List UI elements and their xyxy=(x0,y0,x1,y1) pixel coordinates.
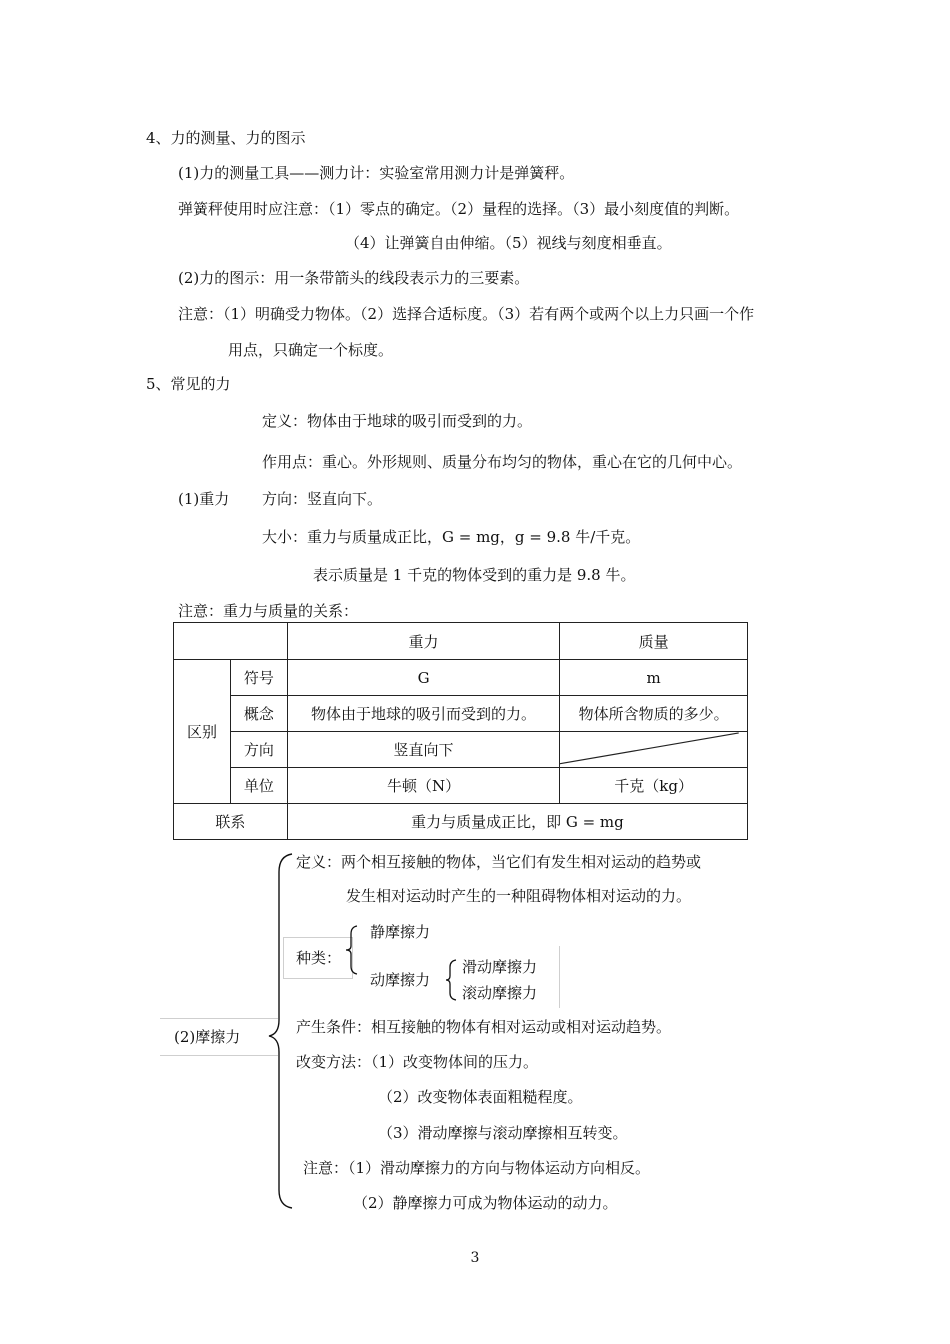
diagonal-line xyxy=(560,732,747,767)
friction-definition: 定义：两个相互接触的物体，当它们有发生相对运动的趋势或 xyxy=(296,853,702,871)
friction-change-1: 改变方法：（1）改变物体间的压力。 xyxy=(296,1053,539,1071)
gravity-mass-note: 注意：重力与质量的关系： xyxy=(178,602,359,620)
friction-note-1: 注意：（1）滑动摩擦力的方向与物体运动方向相反。 xyxy=(303,1159,651,1177)
table-row xyxy=(174,732,748,768)
cell-gravity: G xyxy=(287,660,559,696)
friction-note-2: （2）静摩擦力可成为物体运动的动力。 xyxy=(353,1194,618,1212)
friction-label: (2)摩擦力 xyxy=(174,1028,241,1046)
cell-mass: 物体所含物质的多少。 xyxy=(560,696,748,732)
friction-definition-2: 发生相对运动时产生的一种阻碍物体相对运动的力。 xyxy=(346,887,692,905)
table-row xyxy=(174,660,748,696)
gravity-definition: 定义：物体由于地球的吸引而受到的力。 xyxy=(262,412,533,430)
header-mass: 质量 xyxy=(560,623,748,660)
table-row xyxy=(174,804,748,840)
table-row xyxy=(174,768,748,804)
static-friction: 静摩擦力 xyxy=(370,923,431,941)
friction-change-2: （2）改变物体表面粗糙程度。 xyxy=(378,1088,583,1106)
gravity-point: 作用点：重心。外形规则、质量分布均匀的物体，重心在它的几何中心。 xyxy=(262,453,743,471)
kinds-label: 种类： xyxy=(296,949,342,967)
kinds-brace xyxy=(344,924,360,976)
row-label: 方向 xyxy=(230,732,287,768)
force-diagram-note-2: 用点，只确定一个标度。 xyxy=(228,341,394,359)
table-corner xyxy=(174,623,288,660)
header-gravity: 重力 xyxy=(287,623,559,660)
relation-label: 联系 xyxy=(174,804,288,840)
difference-label: 区别 xyxy=(174,660,231,804)
section-4-title: 4、力的测量、力的图示 xyxy=(146,129,306,147)
spring-scale-notes-line: 弹簧秤使用时应注意：（1）零点的确定。（2）量程的选择。（3）最小刻度值的判断。 xyxy=(178,200,740,218)
friction-brace xyxy=(266,852,296,1210)
relation-value: 重力与质量成正比，即 G = mg xyxy=(287,804,747,840)
force-diagram-note: 注意：（1）明确受力物体。（2）选择合适标度。（3）若有两个或两个以上力只画一个作 xyxy=(178,305,755,323)
gravity-direction: 方向：竖直向下。 xyxy=(262,490,383,508)
row-label: 单位 xyxy=(230,768,287,804)
table-row xyxy=(174,696,748,732)
friction-condition: 产生条件：相互接触的物体有相对运动或相对运动趋势。 xyxy=(296,1018,672,1036)
measure-tool-line: (1)力的测量工具——测力计：实验室常用测力计是弹簧秤。 xyxy=(178,164,575,182)
cell-gravity: 物体由于地球的吸引而受到的力。 xyxy=(287,696,559,732)
section-5-title: 5、常见的力 xyxy=(146,375,231,393)
gravity-label: (1)重力 xyxy=(178,490,230,508)
gravity-mass-table xyxy=(173,622,748,840)
cell-mass-empty xyxy=(560,732,748,768)
row-label: 概念 xyxy=(230,696,287,732)
sliding-friction: 滑动摩擦力 xyxy=(462,958,538,976)
cell-mass: m xyxy=(560,660,748,696)
gravity-magnitude-meaning: 表示质量是 1 千克的物体受到的重力是 9.8 牛。 xyxy=(313,566,636,584)
force-diagram-line: (2)力的图示：用一条带箭头的线段表示力的三要素。 xyxy=(178,269,530,287)
spring-scale-notes-line-2: （4）让弹簧自由伸缩。（5）视线与刻度相垂直。 xyxy=(345,234,672,252)
gravity-magnitude: 大小：重力与质量成正比，G = mg，g = 9.8 牛/千克。 xyxy=(262,528,641,546)
row-label: 符号 xyxy=(230,660,287,696)
page-number: 3 xyxy=(470,1250,480,1266)
rolling-friction: 滚动摩擦力 xyxy=(462,984,538,1002)
kinetic-friction: 动摩擦力 xyxy=(370,971,431,989)
cell-gravity: 竖直向下 xyxy=(287,732,559,768)
friction-change-3: （3）滑动摩擦与滚动摩擦相互转变。 xyxy=(378,1124,628,1142)
cell-mass: 千克（kg） xyxy=(560,768,748,804)
cell-gravity: 牛顿（N） xyxy=(287,768,559,804)
